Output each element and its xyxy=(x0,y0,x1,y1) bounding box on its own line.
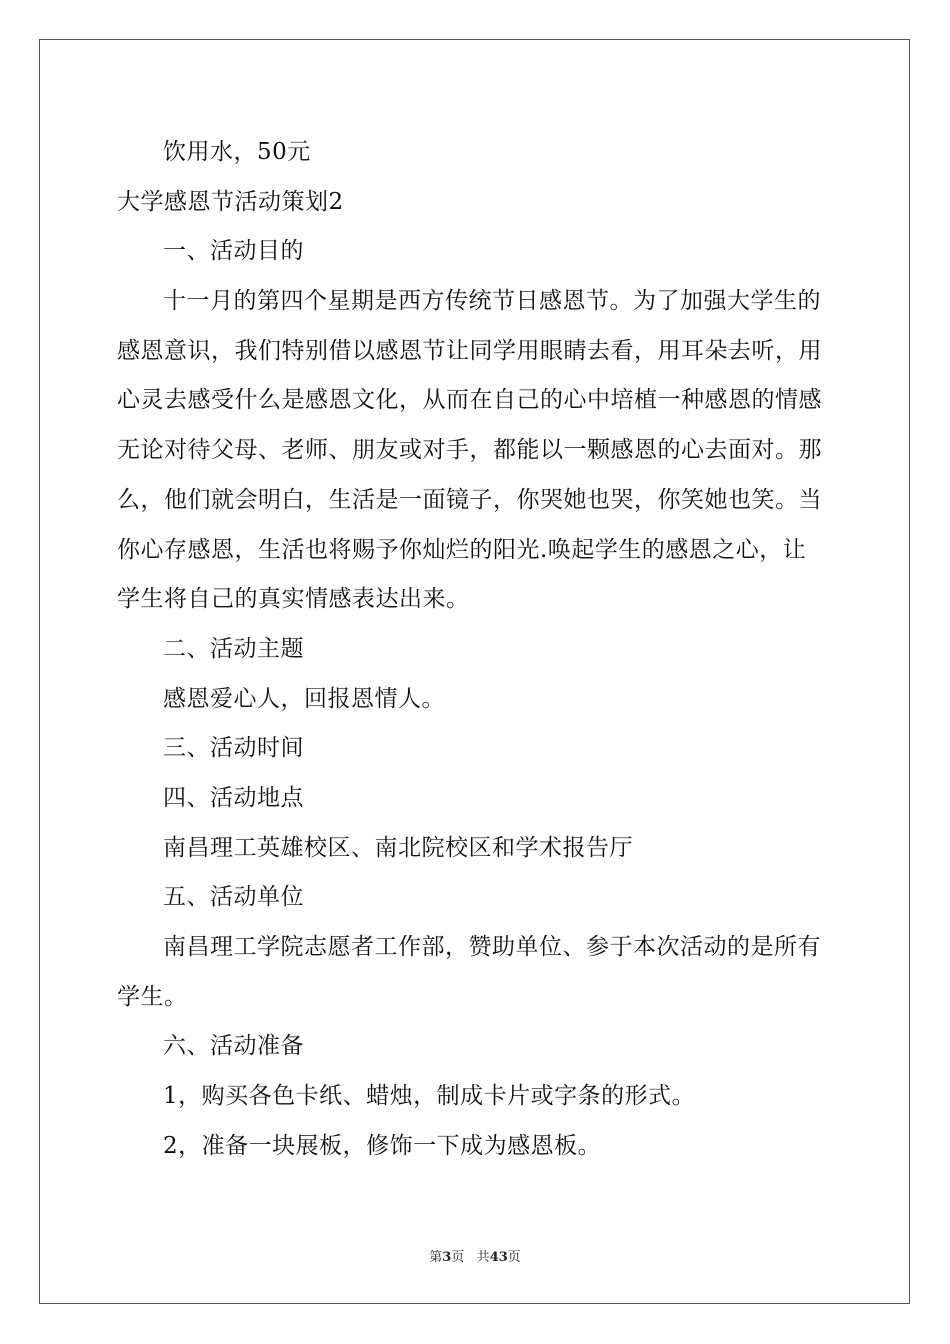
text-line: 么，他们就会明白，生活是一面镜子，你哭她也哭，你笑她也笑。当 xyxy=(117,486,822,513)
list-item: 1，购买各色卡纸、蜡烛，制成卡片或字条的形式。 xyxy=(163,1083,696,1110)
text-line: 饮用水，50元 xyxy=(163,139,311,165)
text-line: 南昌理工英雄校区、南北院校区和学术报告厅 xyxy=(163,834,633,861)
text-line: 十一月的第四个星期是西方传统节日感恩节。为了加强大学生的 xyxy=(163,288,821,315)
total-prefix: 共 xyxy=(476,1250,490,1265)
list-item: 2，准备一块展板，修饰一下成为感恩板。 xyxy=(163,1132,602,1159)
text-line: 感恩爱心人，回报恩情人。 xyxy=(163,685,445,712)
text-line: 你心存感恩，生活也将赐予你灿烂的阳光.唤起学生的感恩之心，让 xyxy=(117,536,807,563)
heading-organizer: 五、活动单位 xyxy=(163,884,304,911)
heading-preparation: 六、活动准备 xyxy=(163,1033,304,1060)
page-current: 3 xyxy=(442,1250,452,1265)
heading-location: 四、活动地点 xyxy=(163,784,304,811)
heading-theme: 二、活动主题 xyxy=(163,635,304,662)
page-footer xyxy=(0,1246,950,1265)
heading-purpose: 一、活动目的 xyxy=(163,238,304,265)
text-line: 学生将自己的真实情感表达出来。 xyxy=(117,586,470,613)
text-line: 无论对待父母、老师、朋友或对手，都能以一颗感恩的心去面对。那 xyxy=(117,437,822,464)
text-line: 南昌理工学院志愿者工作部，赞助单位、参于本次活动的是所有 xyxy=(163,934,821,960)
text-line: 感恩意识，我们特别借以感恩节让同学用眼睛去看，用耳朵去听，用 xyxy=(117,337,822,364)
document-body xyxy=(117,128,837,1171)
section-title: 大学感恩节活动策划2 xyxy=(117,188,344,215)
text-line: 学生。 xyxy=(117,983,188,1010)
page-total: 43 xyxy=(489,1250,508,1265)
page-prefix: 第 xyxy=(429,1250,443,1265)
heading-time: 三、活动时间 xyxy=(163,735,304,762)
page-suffix: 页 xyxy=(451,1250,465,1265)
text-line: 心灵去感受什么是感恩文化，从而在自己的心中培植一种感恩的情感 xyxy=(117,387,822,414)
total-suffix: 页 xyxy=(507,1250,521,1265)
